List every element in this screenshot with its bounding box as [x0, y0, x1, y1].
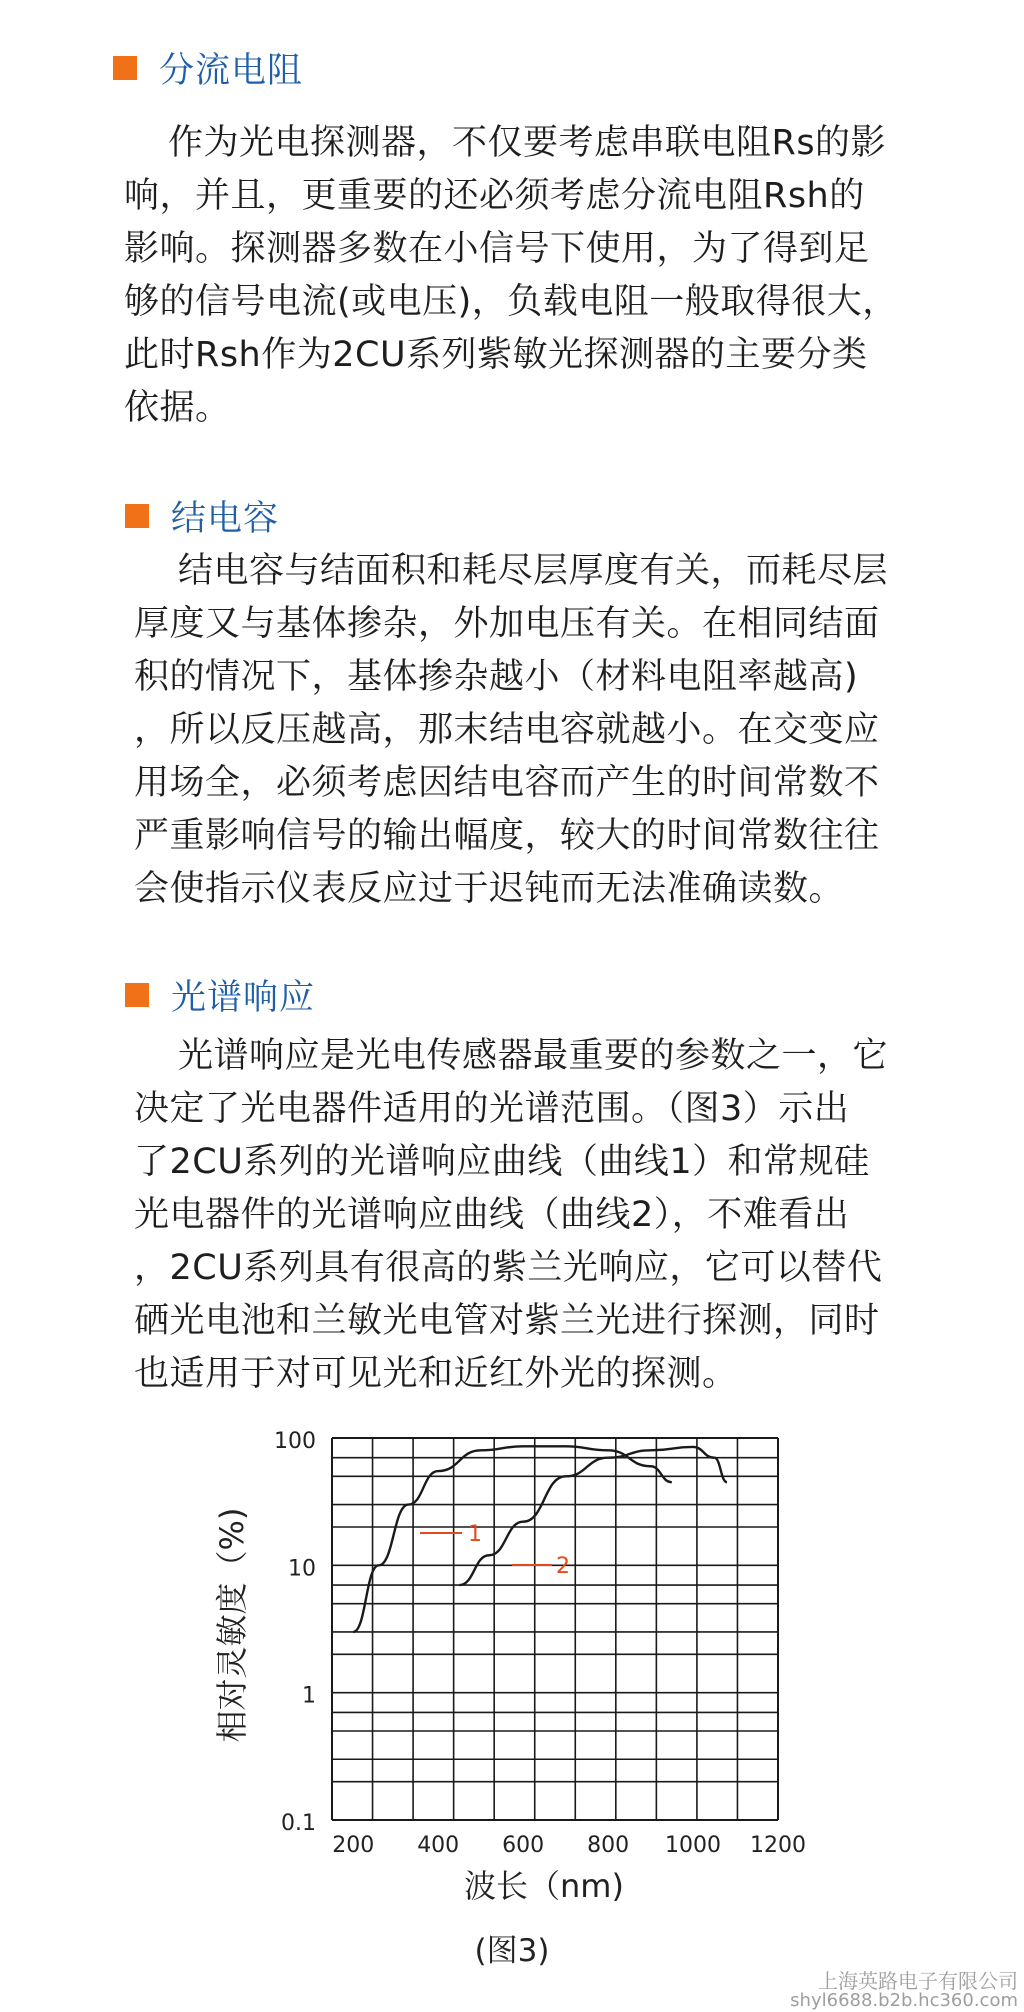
watermark-url: shyl6688.b2b.hc360.com [790, 1990, 1018, 2011]
bullet-square-icon [125, 983, 149, 1007]
paragraph-line: 响，并且，更重要的还必须考虑分流电阻Rsh的 [124, 176, 865, 216]
section-heading-text: 分流电阻 [159, 51, 304, 91]
chart-x-axis-label: 波长（nm) [464, 1867, 624, 1905]
paragraph-line: 结电容与结面积和耗尽层厚度有关，而耗尽层 [178, 551, 889, 591]
paragraph-line: 积的情况下，基体掺杂越小（材料电阻率越高) [134, 657, 859, 697]
chart-y-tick-label: 1 [302, 1683, 316, 1709]
chart-x-tick-label: 400 [417, 1833, 460, 1858]
paragraph-shunt-resistance [124, 117, 924, 435]
section-heading-text: 光谱响应 [171, 978, 316, 1018]
chart-y-axis-label: 相对灵敏度（%) [213, 1507, 251, 1743]
section-heading-junction-capacitance [125, 491, 279, 541]
paragraph-line: 影响。探测器多数在小信号下使用，为了得到足 [124, 229, 870, 269]
watermark-company: 上海英路电子有限公司 [818, 1969, 1018, 1993]
bullet-square-icon [125, 504, 149, 528]
paragraph-junction-capacitance [134, 545, 934, 916]
chart-x-tick-label: 600 [502, 1833, 545, 1858]
paragraph-line: ，2CU系列具有很高的紫兰光响应，它可以替代 [134, 1248, 883, 1288]
section-heading-spectral-response [125, 970, 315, 1020]
section-heading-shunt-resistance [113, 43, 303, 93]
chart-y-tick-label: 0.1 [281, 1811, 316, 1836]
chart-y-tick-label: 10 [288, 1556, 316, 1582]
paragraph-line: 了2CU系列的光谱响应曲线（曲线1）和常规硅 [134, 1142, 870, 1182]
paragraph-line: 作为光电探测器，不仅要考虑串联电阻Rs的影 [168, 123, 887, 163]
paragraph-line: 用场全，必须考虑因结电容而产生的时间常数不 [134, 763, 880, 803]
paragraph-line: 会使指示仪表反应过于迟钝而无法准确读数。 [134, 869, 845, 909]
paragraph-line: 此时Rsh作为2CU系列紫敏光探测器的主要分类 [124, 335, 868, 375]
section-heading-text: 结电容 [171, 499, 280, 539]
chart-series-label: 1 [468, 1522, 482, 1547]
figure-caption: (图3) [474, 1933, 550, 1969]
chart-x-tick-label: 800 [587, 1833, 630, 1858]
paragraph-line: 也适用于对可见光和近红外光的探测。 [134, 1354, 738, 1394]
paragraph-line: 光谱响应是光电传感器最重要的参数之一，它 [178, 1036, 889, 1076]
chart-grid [332, 1438, 778, 1820]
paragraph-line: 够的信号电流(或电压)，负载电阻一般取得很大， [124, 282, 898, 322]
chart-ticks [274, 1429, 806, 1858]
chart-y-tick-label: 100 [274, 1429, 316, 1454]
paragraph-line: 厚度又与基体掺杂，外加电压有关。在相同结面 [134, 604, 880, 644]
chart-series-line-2 [459, 1447, 727, 1585]
paragraph-line: 依据。 [124, 388, 231, 428]
chart-x-tick-label: 1200 [750, 1833, 806, 1858]
chart-x-tick-label: 1000 [665, 1833, 722, 1858]
paragraph-line: 严重影响信号的输出幅度，较大的时间常数往往 [134, 816, 880, 856]
paragraph-line: ，所以反压越高，那末结电容就越小。在交变应 [134, 710, 880, 750]
paragraph-line: 硒光电池和兰敏光电管对紫兰光进行探测，同时 [134, 1301, 880, 1341]
paragraph-line: 决定了光电器件适用的光谱范围。（图3）示出 [134, 1089, 850, 1129]
chart-x-tick-label: 200 [332, 1833, 375, 1858]
chart-series-label: 2 [556, 1554, 570, 1579]
bullet-square-icon [113, 56, 137, 80]
paragraph-line: 光电器件的光谱响应曲线（曲线2），不难看出 [134, 1195, 850, 1235]
paragraph-spectral-response [134, 1030, 934, 1401]
spectral-response-chart [0, 1400, 1024, 2000]
